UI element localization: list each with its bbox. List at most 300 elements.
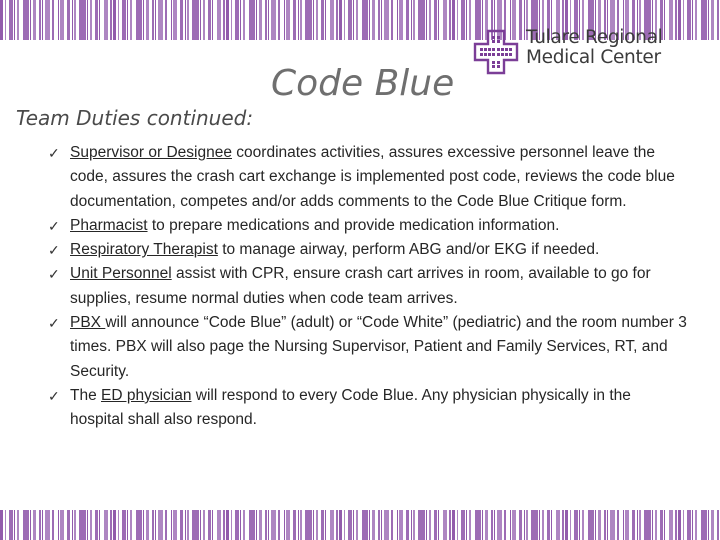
stripe [469,0,471,40]
stripe [695,0,697,40]
stripe [381,0,382,40]
stripe [547,510,550,540]
stripe [391,0,393,40]
stripe [9,0,13,40]
stripe [42,510,43,540]
stripe [632,510,635,540]
stripe [95,510,98,540]
stripe [644,510,651,540]
stripe [52,510,54,540]
duty-role: Pharmacist [70,216,148,234]
stripe [556,510,560,540]
stripe [466,510,467,540]
stripe [23,510,29,540]
stripe [519,510,522,540]
stripe [683,0,684,40]
stripe [268,510,269,540]
checkmark-icon: ✓ [48,242,60,259]
stripe [67,510,70,540]
stripe [598,510,601,540]
stripe [610,510,615,540]
stripe [678,0,681,40]
stripe [438,510,439,540]
stripe [461,0,465,40]
stripe [42,0,43,40]
stripe [146,510,149,540]
stripe [313,0,314,40]
stripe [457,510,458,540]
stripe [411,510,412,540]
stripe [321,0,324,40]
duty-role: Supervisor or Designee [70,144,232,161]
stripe [449,510,451,540]
stripe [524,510,525,540]
logo [472,28,662,76]
duty-text: assist with CPR, ensure crash cart arrives in room, available to go for supplies, resume normal duties when code team arrives. [70,265,651,307]
stripe [240,0,241,40]
stripe [526,510,528,540]
duty-item [48,238,688,262]
duty-role: PBX [70,314,106,332]
stripe [604,510,606,540]
stripe [187,0,189,40]
stripe [74,510,76,540]
logo-wordmark [526,28,662,68]
stripe [336,510,338,540]
stripe [231,0,232,40]
stripe [692,510,693,540]
stripe [300,0,302,40]
stripe [67,0,70,40]
stripe [104,0,108,40]
stripe [512,510,516,540]
stripe [339,510,342,540]
stripe [434,510,437,540]
stripe [652,510,653,540]
stripe [152,510,154,540]
stripe [113,0,116,40]
stripe [466,0,467,40]
stripe [249,510,255,540]
stripe [265,510,267,540]
stripe [203,0,205,40]
stripe [58,0,59,40]
stripe [171,510,172,540]
stripe [235,510,239,540]
stripe [293,0,296,40]
stripe [298,0,299,40]
stripe [60,0,64,40]
stripe [551,510,552,540]
stripe [278,510,280,540]
stripe [660,510,663,540]
stripe [90,510,92,540]
stripe [449,0,451,40]
stripe [678,510,681,540]
stripe [39,0,41,40]
stripe [418,510,425,540]
stripe [23,0,29,40]
stripe [595,510,596,540]
stripe [443,510,447,540]
stripe [165,510,167,540]
duty-text: will announce “Code Blue” (adult) or “Code White” (pediatric) and the room number 3 times. PBX will also page the Nursing Supervisor, Patient and Family Services, RT, and Security. [70,314,687,380]
stripe [692,0,693,40]
stripe [531,510,538,540]
stripe [122,510,126,540]
stripe [14,510,15,540]
stripe [17,510,19,540]
stripe [33,510,36,540]
stripe [664,510,665,540]
stripe [607,510,608,540]
stripe [452,0,455,40]
logo-line-1: Tulare Regional [526,27,663,48]
stripe [683,510,684,540]
stripe [348,510,352,540]
stripe [570,510,571,540]
stripe [369,0,370,40]
stripe [256,510,257,540]
stripe [217,0,221,40]
stripe [406,0,409,40]
stripe [208,0,211,40]
duty-text: will respond to every Code Blue. Any physician physically in the hospital shall also respond. [70,386,631,429]
stripe [127,0,128,40]
stripe [305,0,312,40]
stripe [99,0,100,40]
stripe [185,510,186,540]
stripe [208,510,211,540]
stripe [143,510,144,540]
stripe [701,0,707,40]
stripe [158,0,163,40]
stripe [452,510,455,540]
stripe [72,0,73,40]
slide-title: Code Blue [271,63,455,104]
stripe [171,0,172,40]
stripe [192,0,199,40]
stripe [256,0,257,40]
stripe [378,510,380,540]
stripe [271,0,276,40]
stripe [438,0,439,40]
stripe [87,510,88,540]
stripe [226,0,229,40]
logo-line-2: Medical Center [526,47,661,68]
stripe [429,0,431,40]
stripe [203,510,205,540]
stripe [579,510,580,540]
stripe [461,510,465,540]
stripe [562,510,564,540]
stripe [348,0,352,40]
duty-item [48,311,688,384]
stripe [99,510,100,540]
duty-text: to manage airway, perform ABG and/or EKG if needed. [217,241,600,259]
stripe [708,510,709,540]
checkmark-icon: ✓ [48,387,60,404]
stripe [372,510,375,540]
stripe [574,510,578,540]
stripe [110,510,112,540]
stripe [623,510,624,540]
bottom-stripe-band [0,510,720,540]
stripe [711,510,714,540]
stripe [235,0,239,40]
stripe [539,510,540,540]
stripe [664,0,665,40]
stripe [268,0,269,40]
stripe [655,510,657,540]
stripe [494,510,495,540]
stripe [475,510,481,540]
duty-item [48,214,688,238]
stripe [510,510,511,540]
stripe [717,510,719,540]
stripe [223,510,225,540]
stripe [491,510,493,540]
stripe [397,510,398,540]
stripe [95,0,98,40]
stripe [362,510,368,540]
stripe [200,0,201,40]
stripe [675,510,677,540]
stripe [146,0,149,40]
stripe [0,510,3,540]
stripe [243,0,245,40]
stripe [0,0,3,40]
stripe [413,510,415,540]
stripe [45,0,50,40]
stripe [701,510,707,540]
stripe [104,510,108,540]
stripe [286,0,290,40]
stripe [58,510,59,540]
stripe [637,510,638,540]
stripe [378,0,380,40]
stripe [356,510,358,540]
stripe [588,510,594,540]
duty-text: to prepare medications and provide medication information. [147,216,560,234]
stripe [74,0,76,40]
stripe [223,0,225,40]
stripe [72,510,73,540]
stripe [122,0,126,40]
stripe [429,510,431,540]
stripe [457,0,458,40]
stripe [353,510,354,540]
stripe [187,510,189,540]
stripe [180,510,183,540]
slide-subtitle: Team Duties continued: [16,106,254,130]
stripe [413,0,415,40]
stripe [300,510,302,540]
stripe [426,0,427,40]
stripe [565,510,568,540]
stripe [79,0,86,40]
stripe [582,510,584,540]
stripe [469,510,471,540]
stripe [284,0,285,40]
stripe [406,510,409,540]
stripe [185,0,186,40]
stripe [542,510,544,540]
stripe [325,510,326,540]
duty-role: ED physician [101,386,192,404]
stripe [192,510,199,540]
stripe [165,0,167,40]
stripe [325,0,326,40]
stripe [226,510,229,540]
stripe [240,510,241,540]
stripe [362,0,368,40]
stripe [330,510,334,540]
stripe [180,0,183,40]
duty-role: Respiratory Therapist [70,241,218,259]
stripe [336,0,338,40]
stripe [675,0,677,40]
stripe [173,0,177,40]
duty-item [48,141,688,214]
stripe [284,510,285,540]
stripe [344,510,345,540]
stripe [305,510,312,540]
stripe [397,0,398,40]
stripe [321,510,324,540]
stripe [639,510,641,540]
stripe [155,510,156,540]
stripe [212,0,213,40]
stripe [14,0,15,40]
checkmark-icon: ✓ [48,145,60,161]
stripe [426,510,427,540]
stripe [130,510,132,540]
stripe [259,510,262,540]
stripe [669,0,673,40]
stripe [339,0,342,40]
stripe [497,510,502,540]
stripe [353,0,354,40]
stripe [313,510,314,540]
stripe [695,510,697,540]
stripe [52,0,54,40]
stripe [411,0,412,40]
duties-list [48,141,688,433]
stripe [231,510,232,540]
stripe [344,0,345,40]
stripe [87,0,88,40]
duty-item [48,384,688,433]
stripe [271,510,276,540]
stripe [243,510,245,540]
stripe [17,0,19,40]
stripe [356,0,358,40]
stripe [45,510,50,540]
stripe [118,510,119,540]
stripe [399,510,403,540]
stripe [127,510,128,540]
stripe [30,510,31,540]
checkmark-icon: ✓ [48,315,60,332]
stripe [158,510,163,540]
stripe [5,510,6,540]
stripe [669,510,673,540]
stripe [212,510,213,540]
stripe [286,510,290,540]
stripe [155,0,156,40]
stripe [265,0,267,40]
stripe [369,510,370,540]
stripe [372,0,375,40]
stripe [136,510,142,540]
duty-item [48,262,688,311]
stripe [118,0,119,40]
stripe [143,0,144,40]
stripe [381,510,382,540]
stripe [249,0,255,40]
duty-lead: The [70,386,102,404]
stripe [298,510,299,540]
stripe [200,510,201,540]
stripe [687,510,691,540]
stripe [217,510,221,540]
stripe [443,0,447,40]
stripe [33,0,36,40]
stripe [399,0,403,40]
stripe [9,510,13,540]
checkmark-icon: ✓ [48,217,60,234]
stripe [278,0,280,40]
stripe [384,0,389,40]
stripe [30,0,31,40]
stripe [110,0,112,40]
stripe [504,510,506,540]
stripe [130,0,132,40]
stripe [5,0,6,40]
stripe [708,0,709,40]
stripe [717,0,719,40]
stripe [316,510,318,540]
stripe [711,0,714,40]
stripe [173,510,177,540]
stripe [625,510,629,540]
stripe [391,510,393,540]
stripe [617,510,619,540]
duty-role: Unit Personnel [70,265,172,283]
stripe [482,510,483,540]
stripe [90,0,92,40]
stripe [434,0,437,40]
checkmark-icon: ✓ [48,266,60,283]
stripe [136,0,142,40]
logo-cross-icon [472,28,520,76]
stripe [384,510,389,540]
stripe [293,510,296,540]
stripe [60,510,64,540]
stripe [687,0,691,40]
stripe [316,0,318,40]
stripe [39,510,41,540]
duty-text: coordinates activities, assures excessive personnel leave the code, assures the crash cart exchange is implemented post code, reviews the code blue documentation, competes and/or adds comments to the Code Blue Critique form. [70,144,675,210]
stripe [79,510,86,540]
stripe [485,510,488,540]
stripe [152,0,154,40]
stripe [113,510,116,540]
stripe [330,0,334,40]
stripe [259,0,262,40]
stripe [418,0,425,40]
